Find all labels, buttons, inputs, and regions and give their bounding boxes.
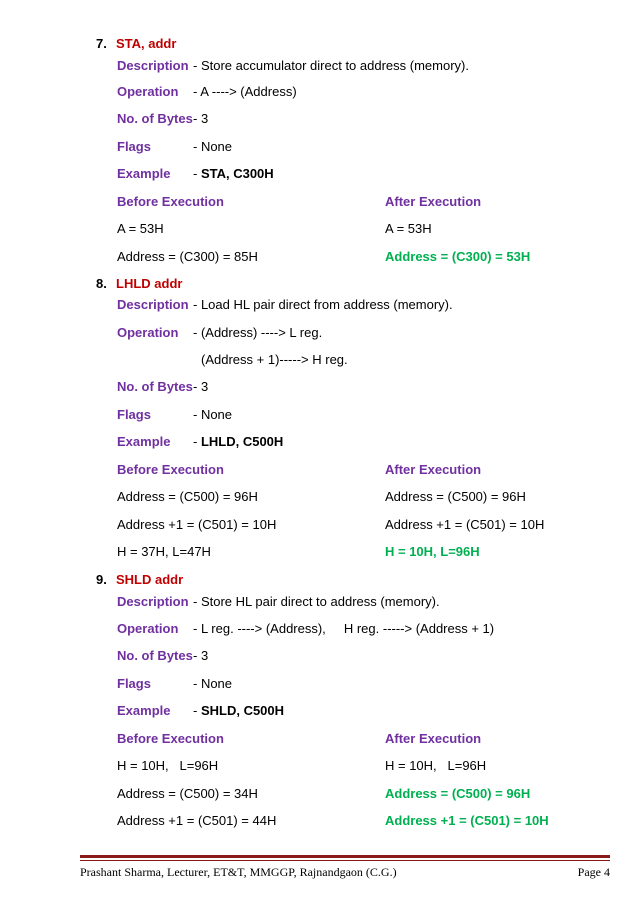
section-9-title: SHLD addr (116, 572, 184, 587)
section-7-flags-label: Flags (117, 139, 151, 154)
section-9-flags-text: - None (193, 676, 233, 691)
footer-page-number: Page 4 (577, 865, 610, 879)
section-8-before-label: Before Execution (117, 462, 224, 477)
section-9-before-label: Before Execution (117, 731, 224, 746)
section-9-description-label: Description (117, 594, 189, 609)
section-9-description-text: - Store HL pair direct to address (memory). (193, 594, 440, 609)
section-9-after-line-2: Address = (C500) = 96H (385, 786, 531, 801)
section-7-bytes-label: No. of Bytes (117, 111, 193, 126)
section-9-before-line-3: Address +1 = (C501) = 44H (117, 813, 277, 828)
section-7-before-label: Before Execution (117, 194, 224, 209)
section-7-after-label: After Execution (385, 194, 482, 209)
section-8-after-line-2: Address +1 = (C501) = 10H (385, 517, 545, 532)
section-8-bytes-label: No. of Bytes (117, 379, 193, 394)
section-8-after-line-3: H = 10H, L=96H (385, 544, 480, 559)
section-9-before-line-1: H = 10H, L=96H (117, 758, 219, 773)
section-7-after-line-2: Address = (C300) = 53H (385, 249, 531, 264)
section-7-title: STA, addr (116, 36, 177, 51)
section-8-bytes-text: - 3 (193, 379, 209, 394)
section-8-description-text: - Load HL pair direct from address (memory). (193, 297, 453, 312)
section-7-flags-text: - None (193, 139, 233, 154)
section-7-example-dash: - (193, 166, 201, 181)
section-7-operation-label: Operation (117, 84, 179, 99)
section-8-example-dash: - (193, 434, 201, 449)
section-8-operation-text: - (Address) ----> L reg. (193, 325, 323, 340)
footer-rule-thin (80, 860, 610, 861)
section-8-flags-text: - None (193, 407, 233, 422)
section-8-after-line-1: Address = (C500) = 96H (385, 489, 526, 504)
section-8-description-label: Description (117, 297, 189, 312)
section-7-bytes-text: - 3 (193, 111, 209, 126)
section-7-description-label: Description (117, 58, 189, 73)
section-7-before-line-1: A = 53H (117, 221, 164, 236)
section-9-flags-label: Flags (117, 676, 151, 691)
section-9-bytes-text: - 3 (193, 648, 209, 663)
section-8-after-label: After Execution (385, 462, 482, 477)
section-9-number: 9. (96, 572, 107, 587)
section-9-before-line-2: Address = (C500) = 34H (117, 786, 258, 801)
section-7-example (193, 166, 274, 182)
section-9-operation-text: - L reg. ----> (Address), H reg. -----> (Address + 1) (193, 621, 495, 636)
footer-author: Prashant Sharma, Lecturer, ET&T, MMGGP, Rajnandgaon (C.G.) (80, 865, 397, 879)
section-7-description-text: - Store accumulator direct to address (memory). (193, 58, 469, 73)
section-8-operation-text-2: (Address + 1)-----> H reg. (201, 352, 348, 367)
section-8-number: 8. (96, 276, 107, 291)
footer-rule-thick (80, 855, 610, 858)
section-8-example-label: Example (117, 434, 171, 449)
section-8-before-line-1: Address = (C500) = 96H (117, 489, 258, 504)
section-7-example-code: STA, C300H (200, 166, 274, 181)
section-9-example-label: Example (117, 703, 171, 718)
section-8-operation-label: Operation (117, 325, 179, 340)
section-8-example-code: LHLD, C500H (200, 434, 284, 449)
section-8-example (193, 434, 283, 450)
section-7-before-line-2: Address = (C300) = 85H (117, 249, 258, 264)
section-7-operation-text: - A ----> (Address) (193, 84, 297, 99)
section-9-example (193, 703, 284, 719)
section-9-example-code: SHLD, C500H (200, 703, 285, 718)
section-9-operation-label: Operation (117, 621, 179, 636)
section-8-flags-label: Flags (117, 407, 151, 422)
section-8-before-line-3: H = 37H, L=47H (117, 544, 211, 559)
section-9-after-line-3: Address +1 = (C501) = 10H (385, 813, 549, 828)
section-7-after-line-1: A = 53H (385, 221, 432, 236)
section-7-example-label: Example (117, 166, 171, 181)
section-9-after-line-1: H = 10H, L=96H (385, 758, 487, 773)
section-9-bytes-label: No. of Bytes (117, 648, 193, 663)
section-8-title: LHLD addr (116, 276, 183, 291)
section-8-before-line-2: Address +1 = (C501) = 10H (117, 517, 277, 532)
section-9-after-label: After Execution (385, 731, 482, 746)
section-9-example-dash: - (193, 703, 201, 718)
section-7-number: 7. (96, 36, 107, 51)
